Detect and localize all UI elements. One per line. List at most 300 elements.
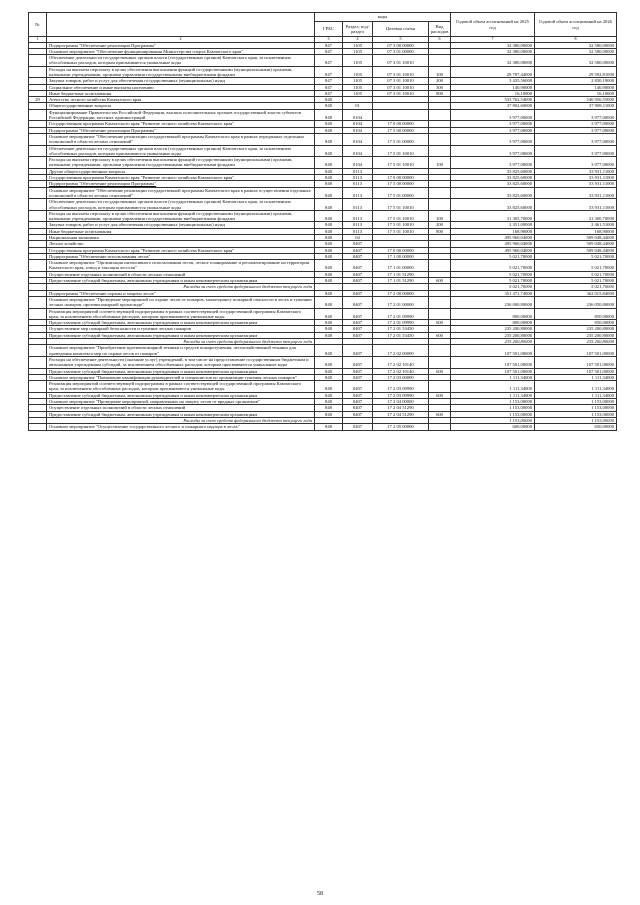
row-name: Осуществление отдельных полномочий в области лесных отношений bbox=[47, 271, 315, 277]
row-grbs: 848 bbox=[315, 296, 343, 308]
row-name: Предоставление субсидий бюджетным, автономным учреждениям и иным некоммерческим организациям bbox=[47, 368, 315, 374]
row-target: 17 2 01 09990 bbox=[373, 308, 429, 320]
table-row bbox=[29, 66, 617, 78]
row-volume-2026: 107 501,00000 bbox=[535, 368, 617, 374]
row-volume-2026: 1 111,34000 bbox=[535, 392, 617, 398]
row-name: Расходы за счет средств федерального бюджета текущего года bbox=[47, 417, 315, 423]
row-volume-2025: 2 351,00000 bbox=[451, 222, 535, 228]
column-number: 2 bbox=[47, 37, 315, 43]
row-exptype bbox=[429, 381, 451, 393]
row-volume-2025: 32 380,00000 bbox=[451, 42, 535, 48]
row-exptype bbox=[429, 199, 451, 211]
row-section: 0407 bbox=[343, 247, 373, 253]
row-grbs: 848 bbox=[315, 175, 343, 181]
header-volume-2025: Годовой объем ассигнований на 2025 год bbox=[451, 13, 535, 37]
row-number bbox=[29, 308, 47, 320]
row-volume-2025: 1 153,00000 bbox=[451, 399, 535, 405]
row-name: Подпрограмма "Обеспечение реализации Программы" bbox=[47, 42, 315, 48]
row-grbs: 848 bbox=[315, 308, 343, 320]
row-grbs: 848 bbox=[315, 121, 343, 127]
row-target: 17 2 01 09990 bbox=[373, 320, 429, 326]
row-volume-2026: 16,10000 bbox=[535, 90, 617, 96]
row-name: Расходы на обеспечение деятельности (оказание услуг) учреждений, в том числе на предоставление государственным бюджетным и автономным учреждениям субсидий, за исключением обособленных расходов, которым присваиваются уникальные коды bbox=[47, 356, 315, 368]
row-volume-2026: 32 580,00000 bbox=[535, 48, 617, 54]
header-section: Раздел, под-раздел bbox=[343, 22, 373, 37]
row-name: Основное мероприятие "Обеспечение функционирования Министерства спорта Камчатского края" bbox=[47, 48, 315, 54]
table-row bbox=[29, 133, 617, 145]
row-name: Государственная программа Камчатского края "Развитие лесного хозяйства Камчатского края" bbox=[47, 175, 315, 181]
row-name: Предоставление субсидий бюджетным, автономным учреждениям и иным некоммерческим организациям bbox=[47, 411, 315, 417]
row-section: 0407 bbox=[343, 253, 373, 259]
table-header bbox=[29, 13, 617, 43]
row-volume-2025: 495 960,04000 bbox=[451, 247, 535, 253]
row-grbs: 847 bbox=[315, 90, 343, 96]
row-volume-2026: 1 153,00000 bbox=[535, 417, 617, 423]
row-name: Основное мероприятие "Организация интенсивного использования лесов, лесное планирование и регламентирование на территории Камчатского края, отвод и таксация лесосек" bbox=[47, 260, 315, 272]
row-name: Основное мероприятие "Обеспечение реализации государственной программы Камчатского края в рамках переданных отдельных полномочий в области лесных отношений" bbox=[47, 133, 315, 145]
row-name: Расходы за счет средств федерального бюджета текущего года bbox=[47, 339, 315, 345]
row-grbs: 848 bbox=[315, 97, 343, 103]
row-volume-2026: 509 048,44000 bbox=[535, 247, 617, 253]
row-volume-2026: 546 956,55000 bbox=[535, 97, 617, 103]
row-grbs: 848 bbox=[315, 424, 343, 430]
table-row bbox=[29, 210, 617, 222]
row-target: 07 3 01 10010 bbox=[373, 90, 429, 96]
row-grbs: 848 bbox=[315, 222, 343, 228]
row-volume-2025: 800,00000 bbox=[451, 320, 535, 326]
row-volume-2025: 3 977,00000 bbox=[451, 145, 535, 157]
budget-table bbox=[28, 12, 617, 431]
header-codes-group: коды bbox=[315, 13, 451, 22]
row-section: 0104 bbox=[343, 133, 373, 145]
row-number bbox=[29, 199, 47, 211]
row-grbs: 848 bbox=[315, 168, 343, 174]
row-volume-2025: 3 977,00000 bbox=[451, 109, 535, 121]
row-volume-2026: 3 977,00000 bbox=[535, 127, 617, 133]
row-volume-2026: 236 050,80000 bbox=[535, 296, 617, 308]
header-volume-2026: Годовой объем ассигнований на 2026 год bbox=[535, 13, 617, 37]
row-target: 17 5 01 00000 bbox=[373, 187, 429, 199]
row-volume-2025: 3 977,00000 bbox=[451, 157, 535, 169]
row-volume-2026: 1 153,00000 bbox=[535, 411, 617, 417]
row-exptype: 100 bbox=[429, 210, 451, 222]
row-target: 07 3 00 00000 bbox=[373, 42, 429, 48]
row-volume-2025: 3 977,00000 bbox=[451, 127, 535, 133]
row-grbs: 848 bbox=[315, 368, 343, 374]
header-exptype: Вид расходов bbox=[429, 22, 451, 37]
row-section: 0407 bbox=[343, 399, 373, 405]
row-grbs: 847 bbox=[315, 48, 343, 54]
row-grbs: 848 bbox=[315, 381, 343, 393]
row-name: Государственная программа Камчатского края "Развитие лесного хозяйства Камчатского края" bbox=[47, 247, 315, 253]
column-number: 7 bbox=[451, 37, 535, 43]
row-volume-2025: 533 762,54000 bbox=[451, 97, 535, 103]
row-name: Обеспечение деятельности государственных органов власти (государственных органов) Камчатского края, за исключением обособленных расходов, которым присваиваются уникальные коды bbox=[47, 55, 315, 67]
row-grbs: 848 bbox=[315, 332, 343, 338]
row-exptype: 300 bbox=[429, 84, 451, 90]
row-target: 17 1 01 00000 bbox=[373, 260, 429, 272]
row-number bbox=[29, 424, 47, 430]
row-name: Закупка товаров, работ и услуг для обеспечения государственных (муниципальных) нужд bbox=[47, 78, 315, 84]
row-volume-2025: 33 825,60000 bbox=[451, 199, 535, 211]
row-target: 17 1 00 00000 bbox=[373, 253, 429, 259]
header-target: Целевая статья bbox=[373, 22, 429, 37]
row-section: 0407 bbox=[343, 332, 373, 338]
row-volume-2026: 362 015,84000 bbox=[535, 290, 617, 296]
row-volume-2025: 107 501,00000 bbox=[451, 368, 535, 374]
row-grbs: 848 bbox=[315, 326, 343, 332]
table-row bbox=[29, 109, 617, 121]
row-target: 17 0 00 00000 bbox=[373, 247, 429, 253]
row-exptype: 600 bbox=[429, 392, 451, 398]
row-section: 0407 bbox=[343, 345, 373, 357]
row-exptype bbox=[429, 145, 451, 157]
row-volume-2025: 32 380,00000 bbox=[451, 55, 535, 67]
row-name: Основное мероприятие "Проведение мероприятий по охране лесов от пожаров, мониторингу пожарной опасности в лесах и тушению лесных пожаров, противопожарной пропаганде" bbox=[47, 296, 315, 308]
row-number bbox=[29, 145, 47, 157]
row-volume-2025: 5 021,70000 bbox=[451, 278, 535, 284]
row-name: Функционирование Правительства Российской Федерации, высших исполнительных органов государственной власти субъектов Российской Федерации, местных администраций bbox=[47, 109, 315, 121]
row-volume-2026: 140,90000 bbox=[535, 84, 617, 90]
row-volume-2025: 32 380,00000 bbox=[451, 48, 535, 54]
row-name: Государственная программа Камчатского края "Развитие лесного хозяйства Камчатского края" bbox=[47, 121, 315, 127]
row-target: 17 5 00 00000 bbox=[373, 181, 429, 187]
row-grbs: 848 bbox=[315, 247, 343, 253]
row-volume-2025: 107 501,00000 bbox=[451, 345, 535, 357]
row-grbs: 847 bbox=[315, 42, 343, 48]
row-grbs: 848 bbox=[315, 278, 343, 284]
row-section: 0407 bbox=[343, 381, 373, 393]
header-grbs: ГРБС bbox=[315, 22, 343, 37]
row-volume-2025: 1 153,00000 bbox=[451, 411, 535, 417]
row-target: 17 1 01 51290 bbox=[373, 271, 429, 277]
row-name: Другие общегосударственные вопросы bbox=[47, 168, 315, 174]
row-exptype bbox=[429, 109, 451, 121]
row-section: 0113 bbox=[343, 168, 373, 174]
row-exptype: 600 bbox=[429, 278, 451, 284]
row-name: Подпрограмма "Обеспечение реализации Программы" bbox=[47, 127, 315, 133]
row-exptype bbox=[429, 133, 451, 145]
table-row bbox=[29, 296, 617, 308]
row-volume-2026: 1 153,00000 bbox=[535, 405, 617, 411]
row-exptype: 600 bbox=[429, 320, 451, 326]
row-grbs: 848 bbox=[315, 320, 343, 326]
row-name: Социальное обеспечение и иные выплаты населению bbox=[47, 84, 315, 90]
table-body bbox=[29, 42, 617, 430]
row-volume-2025: 235 200,80000 bbox=[451, 332, 535, 338]
page-number: 58 bbox=[317, 891, 323, 897]
row-volume-2026: 3 977,00000 bbox=[535, 109, 617, 121]
row-volume-2026: 107 501,00000 bbox=[535, 356, 617, 368]
row-section: 0104 bbox=[343, 157, 373, 169]
row-volume-2025: 495 960,04000 bbox=[451, 235, 535, 241]
column-number: 4 bbox=[343, 37, 373, 43]
row-exptype bbox=[429, 308, 451, 320]
row-target: 17 5 00 00000 bbox=[373, 127, 429, 133]
row-target: 17 2 02 00000 bbox=[373, 345, 429, 357]
row-volume-2026: 2 830,19000 bbox=[535, 78, 617, 84]
row-exptype: 600 bbox=[429, 332, 451, 338]
row-target bbox=[373, 109, 429, 121]
row-volume-2025: 33 825,60000 bbox=[451, 181, 535, 187]
row-grbs: 848 bbox=[315, 145, 343, 157]
row-section: 01 bbox=[343, 103, 373, 109]
row-name: Основное мероприятие "Обеспечение реализации государственной программы Камчатского края в рамках осуществления отдельных полномочий в области лесных отношений" bbox=[47, 187, 315, 199]
row-exptype bbox=[429, 296, 451, 308]
row-volume-2026: 235 200,80000 bbox=[535, 339, 617, 345]
row-target: 17 0 00 00000 bbox=[373, 121, 429, 127]
header-no: № bbox=[29, 13, 47, 37]
row-exptype: 100 bbox=[429, 66, 451, 78]
row-volume-2026: 5 021,70000 bbox=[535, 271, 617, 277]
row-target: 17 0 00 00000 bbox=[373, 175, 429, 181]
row-grbs: 848 bbox=[315, 241, 343, 247]
row-volume-2025: 33 825,60000 bbox=[451, 187, 535, 199]
row-number bbox=[29, 296, 47, 308]
row-target: 17 1 01 51290 bbox=[373, 278, 429, 284]
row-section: 0104 bbox=[343, 121, 373, 127]
table-row bbox=[29, 424, 617, 430]
row-volume-2026: 29 592,81000 bbox=[535, 66, 617, 78]
row-volume-2025: 495 960,04000 bbox=[451, 241, 535, 247]
row-volume-2026: 1 153,00000 bbox=[535, 399, 617, 405]
row-section: 0407 bbox=[343, 392, 373, 398]
row-section: 0407 bbox=[343, 260, 373, 272]
row-grbs: 848 bbox=[315, 210, 343, 222]
row-exptype bbox=[429, 260, 451, 272]
row-grbs: 848 bbox=[315, 260, 343, 272]
row-volume-2025: 5 021,70000 bbox=[451, 260, 535, 272]
row-exptype: 800 bbox=[429, 228, 451, 234]
row-volume-2026: 3 977,00000 bbox=[535, 121, 617, 127]
row-grbs: 848 bbox=[315, 109, 343, 121]
row-number bbox=[29, 345, 47, 357]
row-volume-2026: 509 048,44000 bbox=[535, 235, 617, 241]
row-number bbox=[29, 55, 47, 67]
row-name: Расходы на выплаты персоналу в целях обеспечения выполнения функций государственными (муниципальными) органами, казенными учреждениями, органами управления государственными внебюджетными фондами bbox=[47, 157, 315, 169]
row-section: 1105 bbox=[343, 90, 373, 96]
row-target: 17 2 03 09990 bbox=[373, 392, 429, 398]
row-section: 1105 bbox=[343, 42, 373, 48]
row-name: Предоставление субсидий бюджетным, автономным учреждениям и иным некоммерческим организациям bbox=[47, 332, 315, 338]
row-exptype: 800 bbox=[429, 90, 451, 96]
row-grbs: 848 bbox=[315, 374, 343, 380]
row-target: 17 2 01 00000 bbox=[373, 296, 429, 308]
row-volume-2025: 235 200,80000 bbox=[451, 339, 535, 345]
row-number bbox=[29, 109, 47, 121]
row-volume-2026: 235 200,80000 bbox=[535, 326, 617, 332]
row-section: 1105 bbox=[343, 48, 373, 54]
row-grbs: 848 bbox=[315, 127, 343, 133]
row-section: 0407 bbox=[343, 424, 373, 430]
row-volume-2026: 32 580,00000 bbox=[535, 55, 617, 67]
row-name: Обеспечение деятельности государственных органов власти (государственных органов) Камчатского края, за исключением обособленных расходов, которым присваиваются уникальные коды bbox=[47, 199, 315, 211]
row-section: 0407 bbox=[343, 374, 373, 380]
table-row bbox=[29, 157, 617, 169]
row-volume-2026: 3 977,00000 bbox=[535, 145, 617, 157]
row-volume-2025: 37 802,60000 bbox=[451, 103, 535, 109]
row-volume-2025: 3 435,56000 bbox=[451, 78, 535, 84]
row-name: Реализация мероприятий соответствующей подпрограммы в рамках соответствующей государственной программы Камчатского края, за исключением обособленных расходов, которым присваиваются уникальные коды bbox=[47, 308, 315, 320]
row-number bbox=[29, 187, 47, 199]
table-row bbox=[29, 187, 617, 199]
row-volume-2025: 1 111,34000 bbox=[451, 381, 535, 393]
row-grbs: 848 bbox=[315, 253, 343, 259]
row-section: 0407 bbox=[343, 271, 373, 277]
row-section: 1105 bbox=[343, 66, 373, 78]
row-volume-2026: 33 931,11000 bbox=[535, 175, 617, 181]
row-exptype bbox=[429, 187, 451, 199]
row-grbs: 848 bbox=[315, 103, 343, 109]
table-row bbox=[29, 199, 617, 211]
row-section: 0104 bbox=[343, 127, 373, 133]
row-volume-2025: 5 021,70000 bbox=[451, 253, 535, 259]
row-volume-2025: 351 471,74000 bbox=[451, 290, 535, 296]
row-target: 17 2 04 51290 bbox=[373, 405, 429, 411]
row-name: Обеспечение деятельности государственных органов власти (государственных органов) Камчатского края, за исключением обособленных расходов, которым присваиваются уникальные коды bbox=[47, 145, 315, 157]
row-grbs: 848 bbox=[315, 228, 343, 234]
row-volume-2026: 235 200,80000 bbox=[535, 332, 617, 338]
row-name: Основное мероприятие "Осуществление государственного лесного и пожарного надзора в лесах" bbox=[47, 424, 315, 430]
row-exptype: 200 bbox=[429, 78, 451, 84]
row-section: 0113 bbox=[343, 199, 373, 211]
row-grbs: 847 bbox=[315, 78, 343, 84]
row-volume-2026: 5 021,70000 bbox=[535, 284, 617, 290]
row-target: 17 5 01 00000 bbox=[373, 133, 429, 145]
row-target: 17 5 01 10010 bbox=[373, 210, 429, 222]
row-volume-2025: 1 153,00000 bbox=[451, 417, 535, 423]
row-section: 0407 bbox=[343, 241, 373, 247]
budget-table-page bbox=[28, 12, 616, 431]
row-grbs: 848 bbox=[315, 405, 343, 411]
row-name: Предоставление субсидий бюджетным, автономным учреждениям и иным некоммерческим организациям bbox=[47, 320, 315, 326]
row-name: Основное мероприятие "Приобретение противопожарной техники и средств пожаротушения, лесохозяйственной техники для проведения комплекса мер по охране лесов от пожаров" bbox=[47, 345, 315, 357]
row-grbs: 848 bbox=[315, 181, 343, 187]
row-name: Подпрограмма "Обеспечение охраны и защиты лесов" bbox=[47, 290, 315, 296]
row-name: Общегосударственные вопросы bbox=[47, 103, 315, 109]
row-grbs: 848 bbox=[315, 356, 343, 368]
row-number bbox=[29, 356, 47, 368]
row-exptype: 200 bbox=[429, 222, 451, 228]
row-volume-2025: 168,90000 bbox=[451, 228, 535, 234]
row-name: Расходы на выплаты персоналу в целях обеспечения выполнения функций государственными (муниципальными) органами, казенными учреждениями, органами управления государственными внебюджетными фондами bbox=[47, 210, 315, 222]
row-section: 0407 bbox=[343, 290, 373, 296]
row-target: 17 2 03 00000 bbox=[373, 374, 429, 380]
row-target: 17 2 01 53450 bbox=[373, 332, 429, 338]
row-section: 0407 bbox=[343, 320, 373, 326]
row-name: Иные бюджетные ассигнования bbox=[47, 90, 315, 96]
row-target: 07 3 01 10010 bbox=[373, 55, 429, 67]
row-name: Подпрограмма "Обеспечение реализации Программы" bbox=[47, 181, 315, 187]
row-grbs: 848 bbox=[315, 392, 343, 398]
row-target: 07 3 01 10010 bbox=[373, 78, 429, 84]
row-exptype: 100 bbox=[429, 157, 451, 169]
row-target: 17 5 01 10010 bbox=[373, 228, 429, 234]
row-name: Осуществление отдельных полномочий в области лесных отношений bbox=[47, 405, 315, 411]
row-volume-2026: 33 931,11000 bbox=[535, 181, 617, 187]
row-name: Национальная экономика bbox=[47, 235, 315, 241]
row-volume-2025: 33 825,60000 bbox=[451, 168, 535, 174]
row-section: 0407 bbox=[343, 278, 373, 284]
row-volume-2025: 235 200,80000 bbox=[451, 326, 535, 332]
row-name: Расходы за счет средств федерального бюджета текущего года bbox=[47, 284, 315, 290]
row-section: 1105 bbox=[343, 84, 373, 90]
row-section: 0407 bbox=[343, 326, 373, 332]
row-name: Реализация мероприятий соответствующей подпрограммы в рамках соответствующей государственной программы Камчатского края, за исключением обособленных расходов, которым присваиваются уникальные коды bbox=[47, 381, 315, 393]
row-name: Предоставление субсидий бюджетным, автономным учреждениям и иным некоммерческим организациям bbox=[47, 392, 315, 398]
row-volume-2025: 1 111,34000 bbox=[451, 374, 535, 380]
table-row bbox=[29, 308, 617, 320]
row-target: 17 2 04 51290 bbox=[373, 411, 429, 417]
row-volume-2025: 600,00000 bbox=[451, 424, 535, 430]
row-volume-2026: 850,00000 bbox=[535, 308, 617, 320]
row-target: 17 5 01 10010 bbox=[373, 145, 429, 157]
row-target: 07 3 01 10010 bbox=[373, 84, 429, 90]
row-grbs: 848 bbox=[315, 187, 343, 199]
row-name: Иные бюджетные ассигнования bbox=[47, 228, 315, 234]
row-number bbox=[29, 66, 47, 78]
row-number bbox=[29, 133, 47, 145]
row-name: Предоставление субсидий бюджетным, автономным учреждениям и иным некоммерческим организациям bbox=[47, 278, 315, 284]
row-section: 0407 bbox=[343, 411, 373, 417]
column-number: 6 bbox=[429, 37, 451, 43]
row-grbs: 847 bbox=[315, 84, 343, 90]
row-grbs: 848 bbox=[315, 133, 343, 145]
row-exptype bbox=[429, 345, 451, 357]
row-number bbox=[29, 260, 47, 272]
row-section: 0113 bbox=[343, 181, 373, 187]
row-exptype bbox=[429, 55, 451, 67]
row-target: 17 2 01 53450 bbox=[373, 326, 429, 332]
row-name: Расходы на выплаты персоналу в целях обеспечения выполнения функций государственными (муниципальными) органами, казенными учреждениями, органами управления государственными внебюджетными фондами bbox=[47, 66, 315, 78]
row-volume-2026: 5 021,70000 bbox=[535, 260, 617, 272]
row-volume-2025: 5 021,70000 bbox=[451, 271, 535, 277]
row-section: 04 bbox=[343, 235, 373, 241]
row-target: 17 2 05 00000 bbox=[373, 424, 429, 430]
row-target: 07 3 01 00000 bbox=[373, 48, 429, 54]
row-target: 07 3 01 10010 bbox=[373, 66, 429, 78]
row-name: Осуществление мер пожарной безопасности и тушение лесных пожаров bbox=[47, 326, 315, 332]
row-target: 17 2 03 09990 bbox=[373, 381, 429, 393]
row-volume-2026: 3 977,00000 bbox=[535, 157, 617, 169]
table-row bbox=[29, 345, 617, 357]
row-volume-2026: 5 021,70000 bbox=[535, 278, 617, 284]
row-section: 0113 bbox=[343, 222, 373, 228]
row-section: 0407 bbox=[343, 405, 373, 411]
table-row bbox=[29, 381, 617, 393]
row-target: 17 2 02 10140 bbox=[373, 356, 429, 368]
table-row bbox=[29, 260, 617, 272]
row-volume-2026: 850,00000 bbox=[535, 320, 617, 326]
row-volume-2025: 33 825,60000 bbox=[451, 175, 535, 181]
row-volume-2025: 3 977,00000 bbox=[451, 121, 535, 127]
row-volume-2026: 168,90000 bbox=[535, 228, 617, 234]
row-number bbox=[29, 210, 47, 222]
column-number: 1 bbox=[29, 37, 47, 43]
row-number: 29 bbox=[29, 97, 47, 103]
row-target: 17 5 01 10010 bbox=[373, 222, 429, 228]
row-grbs: 848 bbox=[315, 199, 343, 211]
row-section: 0113 bbox=[343, 187, 373, 199]
row-grbs: 848 bbox=[315, 411, 343, 417]
row-name: Основное мероприятие "Повышение квалификации руководителей и специалистов по организации тушения лесных пожаров" bbox=[47, 374, 315, 380]
row-volume-2026: 509 048,44000 bbox=[535, 241, 617, 247]
row-section: 0407 bbox=[343, 356, 373, 368]
row-volume-2025: 16,10000 bbox=[451, 90, 535, 96]
row-name: Лесное хозяйство bbox=[47, 241, 315, 247]
column-number: 5 bbox=[373, 37, 429, 43]
row-volume-2026: 5 021,70000 bbox=[535, 253, 617, 259]
